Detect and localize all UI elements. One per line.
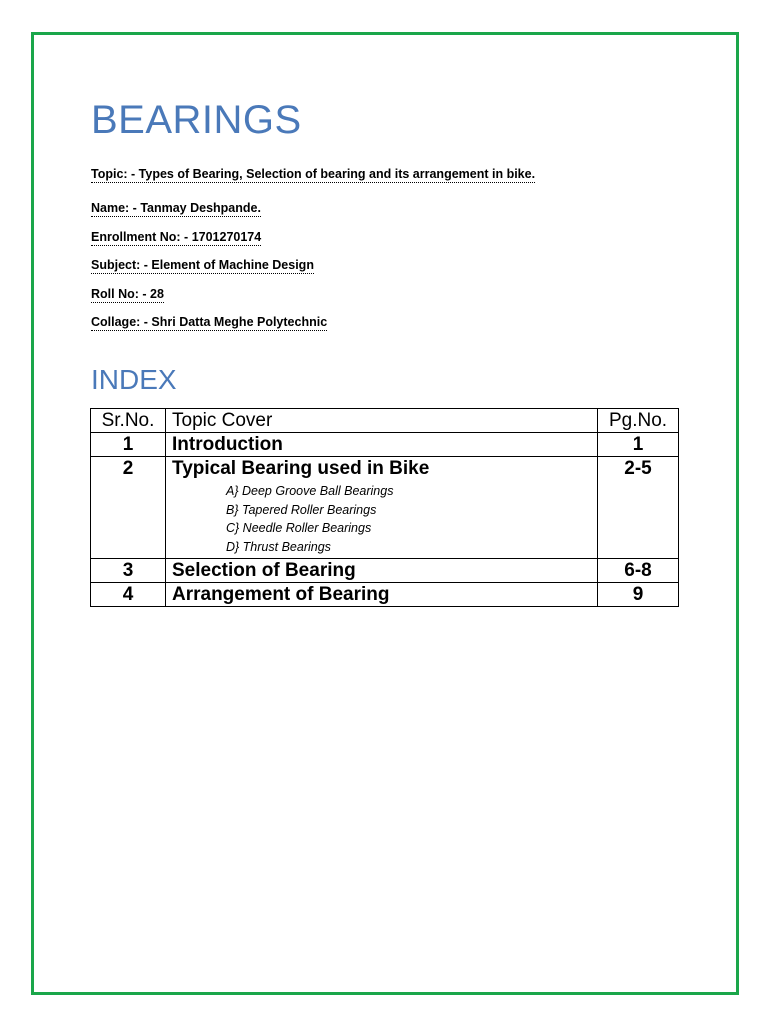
row-pages: 1 <box>598 433 679 457</box>
row-topic: Typical Bearing used in Bike <box>172 458 430 479</box>
topic-line: Topic: - Types of Bearing, Selection of bearing and its arrangement in bike. <box>91 167 536 181</box>
table-row <box>91 559 679 583</box>
name-line: Name: - Tanmay Deshpande. <box>91 201 261 215</box>
document-title: BEARINGS <box>91 98 302 142</box>
header-topic: Topic Cover <box>166 409 598 433</box>
enrollment-line: Enrollment No: - 1701270174 <box>91 230 262 244</box>
row-pages: 2-5 <box>598 457 679 559</box>
college-line: Collage: - Shri Datta Meghe Polytechnic <box>91 315 328 329</box>
row-topic: Introduction <box>166 433 598 457</box>
index-header-row <box>91 409 679 433</box>
row-sr: 4 <box>91 583 166 607</box>
list-item: A} Deep Groove Ball Bearings <box>226 484 394 498</box>
row-pages: 9 <box>598 583 679 607</box>
row-topic: Arrangement of Bearing <box>166 583 598 607</box>
subject-line: Subject: - Element of Machine Design <box>91 258 314 272</box>
header-page-no: Pg.No. <box>598 409 679 433</box>
list-item: B} Tapered Roller Bearings <box>226 502 377 517</box>
table-row <box>91 583 679 607</box>
index-table <box>90 408 679 607</box>
roll-line: Roll No: - 28 <box>91 287 164 301</box>
row-topic-cell <box>166 457 598 559</box>
row-sr: 1 <box>91 433 166 457</box>
header-sr-no: Sr.No. <box>91 409 166 433</box>
table-row <box>91 457 679 559</box>
list-item: D} Thrust Bearings <box>226 539 331 554</box>
subtopic-list <box>226 482 591 556</box>
index-heading: INDEX <box>91 364 177 395</box>
table-row <box>91 433 679 457</box>
row-sr: 3 <box>91 559 166 583</box>
row-topic: Selection of Bearing <box>166 559 598 583</box>
row-pages: 6-8 <box>598 559 679 583</box>
row-sr: 2 <box>91 457 166 559</box>
list-item: C} Needle Roller Bearings <box>226 521 372 536</box>
